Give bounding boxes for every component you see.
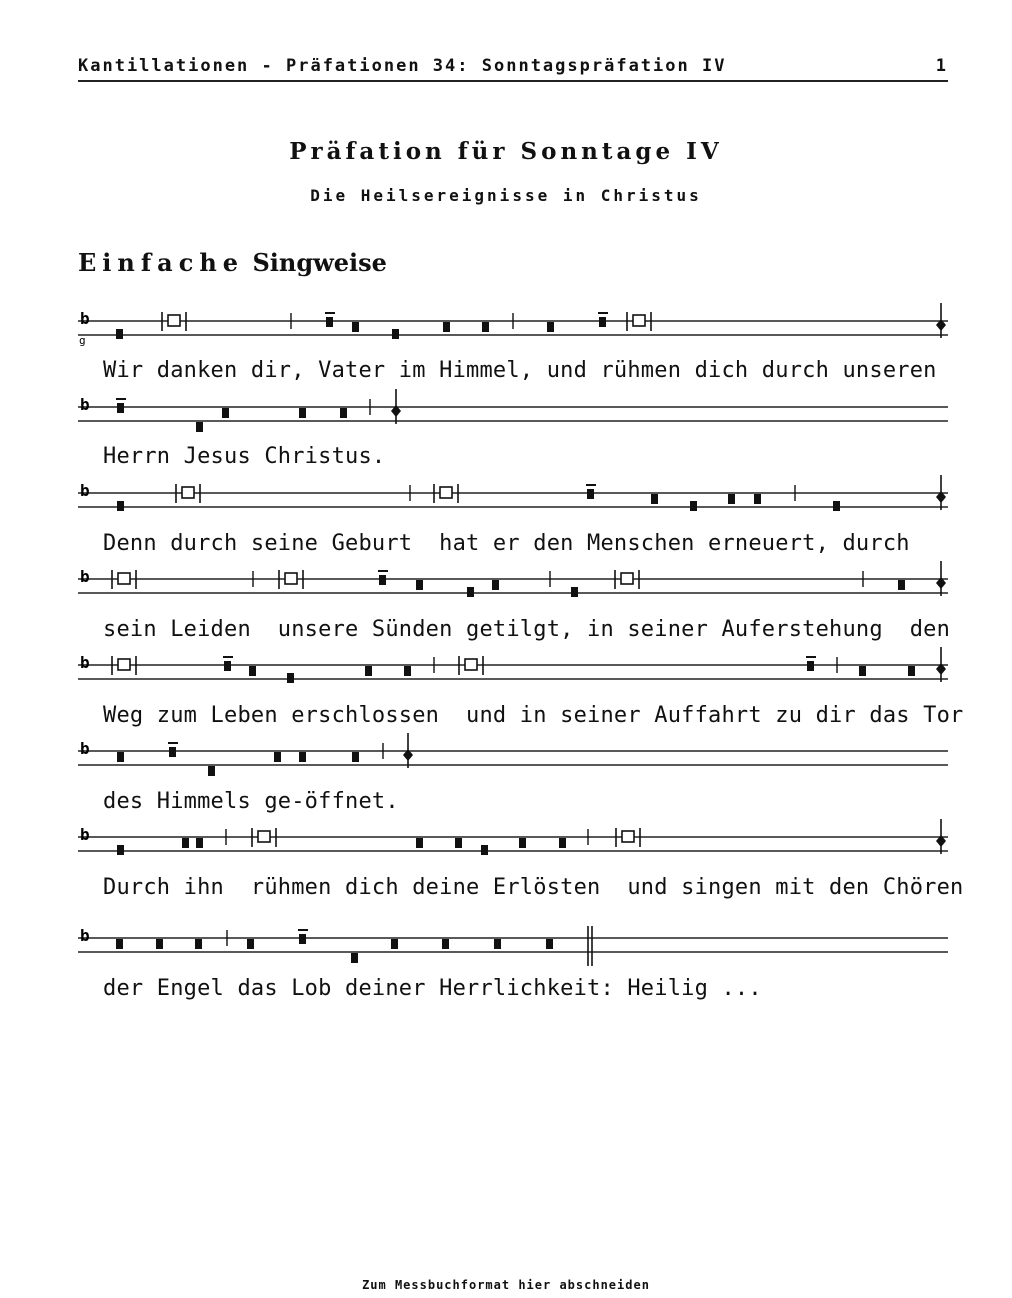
lyric-line-3: Denn durch seine Geburt hat er den Menschen erneuert, durch xyxy=(103,531,910,556)
reciting-note xyxy=(633,315,645,326)
staff-3 xyxy=(78,475,948,511)
note xyxy=(352,322,359,332)
note-low xyxy=(481,845,488,855)
page-number: 1 xyxy=(935,56,948,76)
note-low xyxy=(116,329,123,339)
note-low xyxy=(833,501,840,511)
flat-clef: b xyxy=(80,481,90,500)
note-low xyxy=(287,673,294,683)
note xyxy=(299,408,306,418)
note xyxy=(196,838,203,848)
note xyxy=(492,580,499,590)
note xyxy=(519,838,526,848)
note xyxy=(116,939,123,949)
note xyxy=(898,580,905,590)
note-low xyxy=(117,501,124,511)
reciting-note xyxy=(258,831,270,842)
staff-2 xyxy=(78,389,948,432)
section-heading-spaced: Einfache xyxy=(78,248,245,277)
note-high xyxy=(379,575,386,585)
flat-clef: b xyxy=(80,567,90,586)
note-low xyxy=(467,587,474,597)
note xyxy=(416,580,423,590)
note xyxy=(455,838,462,848)
lyric-line-2: Herrn Jesus Christus. xyxy=(103,444,386,469)
note-high xyxy=(169,747,176,757)
lyric-line-4: sein Leiden unsere Sünden getilgt, in seiner Auferstehung den xyxy=(103,617,951,642)
note xyxy=(559,838,566,848)
note xyxy=(247,939,254,949)
flat-clef: b xyxy=(80,825,90,844)
note-high xyxy=(807,661,814,671)
note-below xyxy=(351,953,358,963)
lyric-line-5: Weg zum Leben erschlossen und in seiner Auffahrt zu dir das Tor xyxy=(103,703,964,728)
note xyxy=(195,939,202,949)
page-subtitle: Die Heilsereignisse in Christus xyxy=(310,186,702,205)
note xyxy=(156,939,163,949)
staff-1 xyxy=(78,303,948,347)
reciting-note xyxy=(285,573,297,584)
staff-8 xyxy=(78,926,948,966)
staff-6 xyxy=(78,733,948,776)
note-low xyxy=(392,329,399,339)
flat-clef: b xyxy=(80,395,90,414)
reciting-note xyxy=(118,659,130,670)
note xyxy=(546,939,553,949)
note xyxy=(908,666,915,676)
lyric-line-8: der Engel das Lob deiner Herrlichkeit: Heilig ... xyxy=(103,976,762,1001)
page-title: Präfation für Sonntage IV xyxy=(289,138,723,165)
flat-clef: b xyxy=(80,653,90,672)
note xyxy=(442,939,449,949)
note-high xyxy=(117,403,124,413)
note-low xyxy=(117,845,124,855)
note xyxy=(117,752,124,762)
reciting-note xyxy=(621,573,633,584)
note xyxy=(482,322,489,332)
note xyxy=(249,666,256,676)
note-below xyxy=(196,422,203,432)
note xyxy=(299,752,306,762)
staff-4 xyxy=(78,561,948,597)
flat-clef: b xyxy=(80,309,90,328)
note-high xyxy=(326,317,333,327)
note-high xyxy=(299,934,306,944)
reciting-note xyxy=(182,487,194,498)
note-high xyxy=(587,489,594,499)
reciting-note xyxy=(465,659,477,670)
flat-clef: b xyxy=(80,739,90,758)
lyric-line-1: Wir danken dir, Vater im Himmel, und rühmen dich durch unseren xyxy=(103,358,937,383)
note xyxy=(547,322,554,332)
note xyxy=(352,752,359,762)
note xyxy=(859,666,866,676)
note-low xyxy=(571,587,578,597)
note xyxy=(494,939,501,949)
cut-line-note: Zum Messbuchformat hier abschneiden xyxy=(362,1278,650,1292)
note xyxy=(404,666,411,676)
staff-7 xyxy=(78,819,948,855)
note xyxy=(416,838,423,848)
reciting-note xyxy=(440,487,452,498)
note xyxy=(651,494,658,504)
note xyxy=(365,666,372,676)
note xyxy=(222,408,229,418)
note xyxy=(340,408,347,418)
staff-5 xyxy=(78,647,948,683)
running-title: Kantillationen - Präfationen 34: Sonntagspräfation IV xyxy=(78,56,727,76)
mode-letter: g xyxy=(79,334,86,347)
lyric-line-7: Durch ihn rühmen dich deine Erlösten und singen mit den Chören xyxy=(103,875,964,900)
section-heading-word: Singweise xyxy=(252,248,387,277)
note xyxy=(443,322,450,332)
note xyxy=(754,494,761,504)
note xyxy=(391,939,398,949)
reciting-note xyxy=(118,573,130,584)
lyric-line-6: des Himmels ge-öffnet. xyxy=(103,789,399,814)
note xyxy=(182,838,189,848)
note xyxy=(274,752,281,762)
note-high xyxy=(599,317,606,327)
note xyxy=(728,494,735,504)
note-below xyxy=(208,766,215,776)
note-high xyxy=(224,661,231,671)
reciting-note xyxy=(622,831,634,842)
flat-clef: b xyxy=(80,926,90,945)
note-low xyxy=(690,501,697,511)
reciting-note xyxy=(168,315,180,326)
